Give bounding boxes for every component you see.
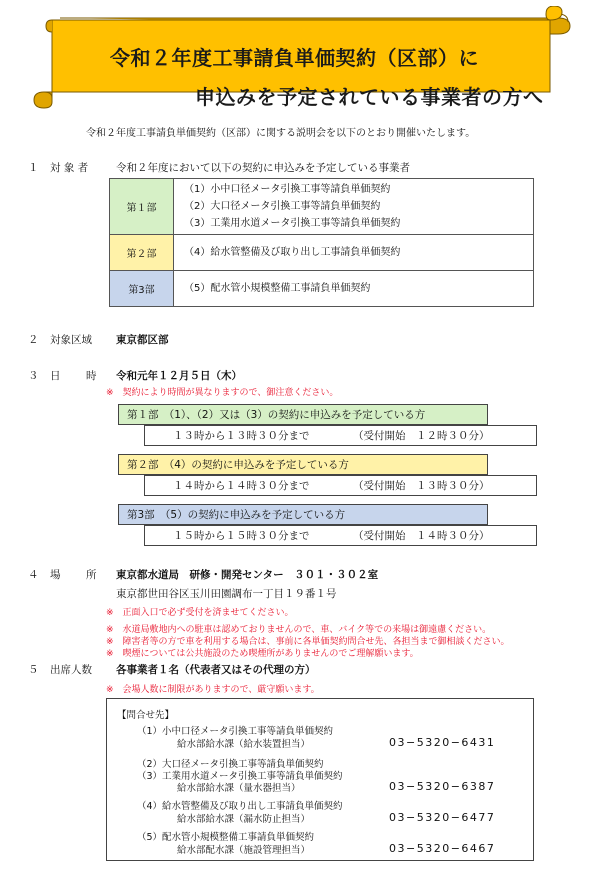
contact-title: 【問合せ先】 [117,710,175,721]
section-4-place: 東京都水道局 研修・開発センター ３０１・３０２室 [116,569,379,581]
contact-1-contract: （1）小中口径メータ引換工事等請負単価契約 [137,726,334,737]
part-2-items [174,235,534,271]
section-3-label-a: 日 [50,370,61,382]
list-item: （2）大口径メータ引換工事等請負単価契約 [184,201,381,212]
contact-2-contract: （2）大口径メータ引換工事等請負単価契約 [137,759,324,770]
section-5-label: 出席人数 [50,664,92,676]
section-4-note-3: ※ 障害者等の方で車を利用する場合は、事前に各単価契約問合せ先、各担当まで御相談ください。 [106,637,510,647]
section-4-note-1: ※ 正面入口で必ず受付を済ませてください。 [106,608,294,618]
section-3-note: ※ 契約により時間が異なりますので、御注意ください。 [106,388,339,398]
contact-4-dept: 給水部給水課（漏水防止担当） [177,814,311,825]
contact-5-phone: 03−5320−6467 [389,842,496,855]
part-1-items [174,179,534,235]
section-4-note-2: ※ 水道局敷地内への駐車は認めておりませんので、車、バイク等での来場は御遠慮ください。 [106,625,492,635]
session-2-header: 第２部 （4）の契約に申込みを予定している方 [118,454,488,475]
contact-4-contract: （4）給水管整備及び取り出し工事請負単価契約 [137,801,343,812]
section-1-text: 令和２年度において以下の契約に申込みを予定している事業者 [116,162,410,174]
session-3-time-row [144,525,537,546]
section-2-label: 対象区域 [50,334,92,346]
contact-3-phone: 03−5320−6387 [389,780,496,793]
session-2-time-row [144,475,537,496]
part-1-label: 第１部 [110,179,174,235]
session-3-time: １５時から１５時３０分まで [173,530,310,542]
session-2-time: １４時から１４時３０分まで [173,480,310,492]
contact-5-contract: （5）配水管小規模整備工事請負単価契約 [137,832,315,843]
contact-3-dept: 給水部給水課（量水器担当） [177,783,301,794]
section-5-note: ※ 会場人数に制限がありますので、厳守願います。 [106,685,320,695]
session-3-header: 第3部 （5）の契約に申込みを予定している方 [118,504,488,525]
contact-1-phone: 03−5320−6431 [389,736,496,749]
session-1-time-row [144,425,537,446]
table-row [110,235,534,271]
section-4-number: ４ [28,569,39,581]
section-1-label: 対 象 者 [50,162,89,174]
table-row [110,179,534,235]
part-2-label: 第２部 [110,235,174,271]
section-5-text: 各事業者１名（代表者又はその代理の方） [116,664,316,676]
contact-4-phone: 03−5320−6477 [389,811,496,824]
list-item: （1）小中口径メータ引換工事等請負単価契約 [184,184,391,195]
table-row [110,271,534,307]
section-3-number: ３ [28,370,39,382]
target-parts-table [109,178,534,307]
intro-text: 令和２年度工事請負単価契約（区部）に関する説明会を以下のとおり開催いたします。 [86,128,476,139]
part-3-label: 第3部 [110,271,174,307]
banner-title-line2: 申込みを予定されている事業者の方へ [195,85,544,109]
session-1-time: １３時から１３時３０分まで [173,430,310,442]
session-1-header: 第１部 （1）、（2）又は（3）の契約に申込みを予定している方 [118,404,488,425]
contact-3-contract: （3）工業用水道メータ引換工事等請負単価契約 [137,771,343,782]
session-2-reception: （受付開始 １３時３０分） [353,480,490,492]
section-4-label-b: 所 [86,569,97,581]
part-3-items [174,271,534,307]
banner-title-line1: 令和２年度工事請負単価契約（区部）に [110,46,479,70]
section-4-address: 東京都世田谷区玉川田園調布一丁目１９番１号 [116,588,337,600]
section-1-number: １ [28,162,39,174]
section-2-number: ２ [28,334,39,346]
list-item: （4）給水管整備及び取り出し工事請負単価契約 [184,247,401,258]
session-3-reception: （受付開始 １４時３０分） [353,530,490,542]
section-5-number: ５ [28,664,39,676]
title-banner [30,6,575,110]
section-2-text: 東京都区部 [116,334,169,346]
section-3-date: 令和元年１２月５日（木） [116,370,242,382]
contact-5-dept: 給水部配水課（施設管理担当） [177,845,311,856]
list-item: （5）配水管小規模整備工事請負単価契約 [184,283,371,294]
session-1-reception: （受付開始 １２時３０分） [353,430,490,442]
section-4-label-a: 場 [50,569,61,581]
contact-box [106,698,534,861]
contact-1-dept: 給水部給水課（給水装置担当） [177,739,311,750]
section-4-note-4: ※ 喫煙については公共施設のため喫煙所がありませんのでご理解願います。 [106,649,419,659]
section-3-label-b: 時 [86,370,97,382]
list-item: （3）工業用水道メータ引換工事等請負単価契約 [184,218,401,229]
